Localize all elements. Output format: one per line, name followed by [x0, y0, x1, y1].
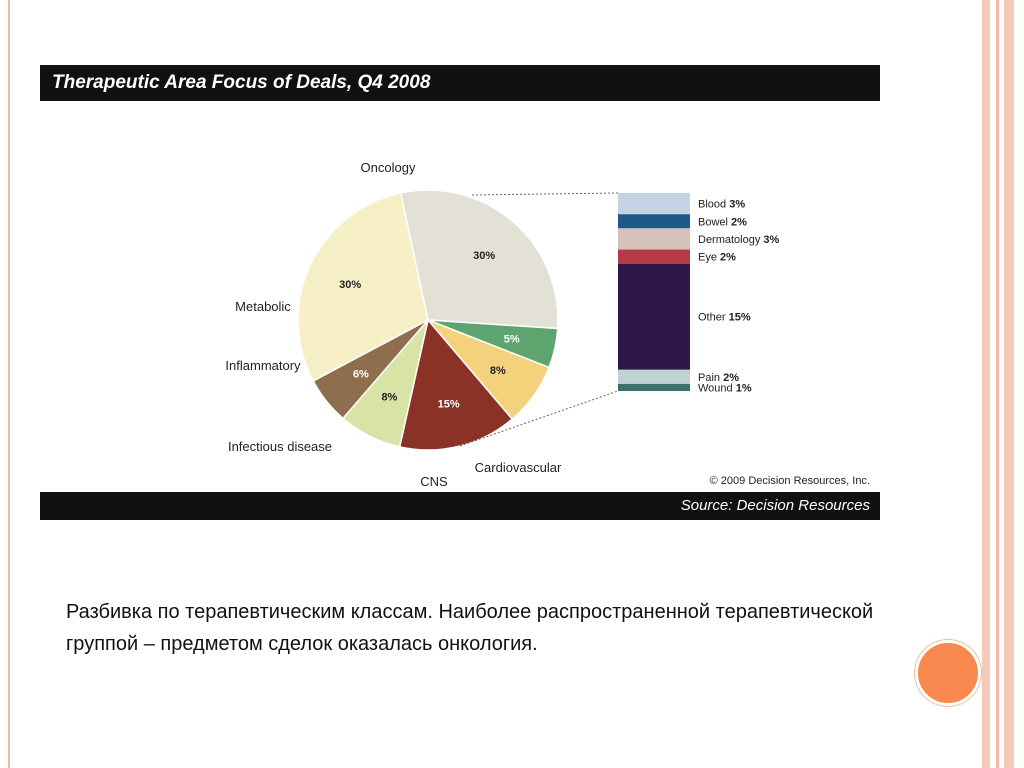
stack-segment-label: Other 15%	[698, 311, 751, 324]
stripe-1	[982, 0, 990, 768]
pie-value-label: 30%	[473, 250, 496, 263]
pie-value-label: 30%	[339, 278, 362, 291]
chart-figure	[40, 65, 880, 520]
stack-segment-pain	[618, 370, 690, 384]
stack-segment-bowel	[618, 214, 690, 228]
chart-title: Therapeutic Area Focus of Deals, Q4 2008	[40, 65, 880, 101]
stack-segment-label: Wound 1%	[698, 382, 752, 395]
pie-category-label: Cardiovascular	[474, 460, 562, 475]
pie-category-label: Infectious disease	[227, 439, 333, 454]
pie-category-label: Oncology	[360, 160, 416, 175]
stack-segment-other	[618, 264, 690, 370]
pie-value-label: 8%	[489, 364, 506, 377]
connector-line-top	[472, 193, 618, 195]
stripe-3	[1004, 0, 1014, 768]
stack-segment-blood	[618, 193, 690, 214]
decorative-circle-icon	[915, 640, 981, 706]
pie-value-label: 15%	[437, 398, 460, 411]
slide-caption: Разбивка по терапевтическим классам. Наиболее распространенной терапевтической группой – предметом сделок оказалась онкология.	[66, 601, 874, 655]
source-text: Source: Decision Resources	[40, 492, 880, 520]
stack-segment-label: Pain 2%	[698, 371, 739, 384]
pie-and-stack-chart	[40, 101, 880, 493]
copyright-text: © 2009 Decision Resources, Inc.	[709, 475, 870, 487]
stack-segment-dermatology	[618, 228, 690, 249]
stack-segment-wound	[618, 384, 690, 391]
stripe-2	[996, 0, 999, 768]
pie-value-label: 8%	[381, 391, 398, 404]
pie-value-label: 6%	[352, 368, 369, 381]
stack-segment-eye	[618, 250, 690, 264]
slide-border-left	[8, 0, 10, 768]
slide-border-stripes	[982, 0, 1024, 768]
stack-segment-label: Blood 3%	[698, 198, 746, 211]
pie-value-label: 5%	[503, 333, 520, 346]
pie-category-label: Inflammatory	[225, 358, 301, 373]
stack-segment-label: Dermatology 3%	[698, 234, 780, 246]
pie-category-label: CNS	[420, 474, 448, 489]
stack-segment-label: Bowel 2%	[698, 216, 747, 229]
pie-category-label: Metabolic	[235, 299, 291, 314]
stack-segment-label: Eye 2%	[698, 251, 736, 264]
